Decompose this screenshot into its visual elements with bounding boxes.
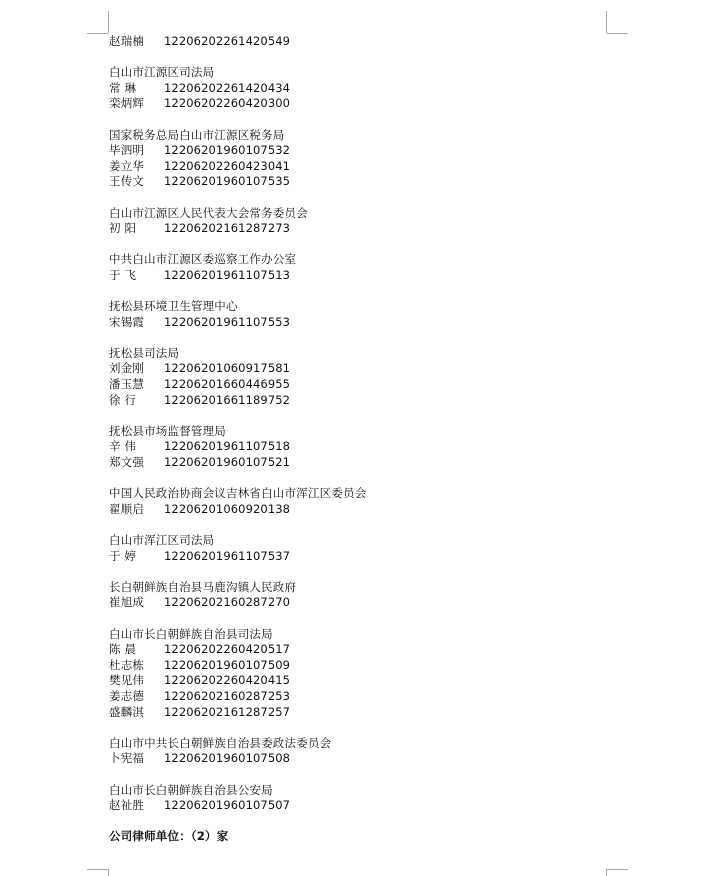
person-row — [109, 658, 669, 674]
organization-name: 白山市浑江区司法局 — [109, 533, 215, 547]
person-row — [109, 159, 669, 175]
organization-name: 抚松县司法局 — [109, 345, 180, 360]
person-row — [109, 439, 669, 455]
person-name: 樊见伟 — [109, 673, 145, 688]
person-row — [109, 143, 669, 159]
organization-name: 白山市长白朝鲜族自治县公安局 — [109, 782, 273, 797]
person-number: 12206201060920138 — [164, 501, 291, 516]
person-row — [109, 642, 669, 658]
person-number: 12206202261420549 — [164, 34, 291, 48]
person-number: 12206201961107513 — [164, 267, 291, 282]
organization-group — [109, 128, 669, 190]
person-number: 12206202161287273 — [164, 221, 291, 236]
person-name: 翟顺启 — [109, 501, 145, 516]
person-row — [109, 751, 669, 767]
person-number: 12206201960107508 — [164, 751, 291, 766]
organization-name: 长白朝鲜族自治县马鹿沟镇人民政府 — [109, 579, 297, 594]
organization-name: 中共白山市江源区委巡察工作办公室 — [109, 252, 297, 267]
person-name: 姜志德 — [109, 688, 145, 703]
person-row — [109, 315, 669, 331]
person-number: 12206202260420517 — [164, 642, 291, 657]
person-row — [109, 34, 669, 50]
person-row — [109, 798, 669, 814]
organization-name: 国家税务总局白山市江源区税务局 — [109, 127, 285, 142]
person-name: 卜宪福 — [109, 751, 145, 766]
person-row — [109, 705, 669, 721]
organization-name: 白山市江源区司法局 — [109, 65, 215, 80]
person-number: 12206201960107532 — [164, 143, 291, 158]
person-number: 12206201661189752 — [164, 392, 291, 407]
organization-name: 白山市中共长白朝鲜族自治县委政法委员会 — [109, 735, 332, 750]
person-number: 12206201960107507 — [164, 798, 291, 813]
organization-name: 抚松县市场监督管理局 — [109, 423, 226, 438]
person-name: 杜志栋 — [109, 657, 145, 672]
person-name: 陈 晨 — [109, 642, 137, 657]
person-row — [109, 81, 669, 97]
organization-group — [109, 783, 669, 814]
organization-name: 白山市江源区人民代表大会常务委员会 — [109, 205, 308, 220]
person-number: 12206202161287257 — [164, 704, 291, 719]
person-number: 12206202160287270 — [164, 595, 291, 610]
crop-mark-top-left-vertical — [108, 11, 109, 33]
person-name: 辛 伟 — [109, 439, 137, 454]
law-firm-units-heading: 公司律师单位：（2）家 — [109, 829, 229, 844]
person-name: 于 飞 — [109, 267, 137, 282]
person-row — [109, 549, 669, 565]
person-name: 盛麟淇 — [109, 704, 145, 719]
person-number: 12206202160287253 — [164, 688, 291, 703]
document-body — [109, 34, 669, 845]
organization-group — [109, 627, 669, 721]
person-name: 徐 行 — [109, 392, 137, 407]
person-row — [109, 595, 669, 611]
person-row — [109, 455, 669, 471]
person-name: 于 婷 — [109, 548, 137, 563]
person-row — [109, 393, 669, 409]
person-number: 12206202260420415 — [164, 673, 291, 688]
organization-name: 中国人民政治协商会议吉林省白山市浑江区委员会 — [109, 486, 367, 501]
organization-group — [109, 299, 669, 330]
person-row — [109, 361, 669, 377]
organization-name: 抚松县环境卫生管理中心 — [109, 299, 238, 314]
lead-entry-group — [109, 34, 669, 50]
person-name: 潘玉慧 — [109, 377, 145, 392]
person-number: 12206201961107537 — [164, 548, 291, 563]
person-row — [109, 174, 669, 190]
person-row — [109, 96, 669, 112]
person-number: 12206201960107509 — [164, 657, 291, 672]
organization-group — [109, 252, 669, 283]
person-name: 崔旭成 — [109, 595, 145, 610]
person-name: 赵瑞楠 — [109, 34, 145, 48]
person-row — [109, 689, 669, 705]
organization-group — [109, 346, 669, 408]
person-row — [109, 377, 669, 393]
person-number: 12206202260423041 — [164, 158, 291, 173]
organization-group — [109, 65, 669, 112]
crop-mark-bottom-left-vertical — [108, 869, 109, 876]
person-number: 12206201060917581 — [164, 361, 291, 376]
person-row — [109, 502, 669, 518]
person-row — [109, 221, 669, 237]
person-name: 宋锡霞 — [109, 314, 145, 329]
person-name: 常 琳 — [109, 80, 137, 95]
organization-name: 白山市长白朝鲜族自治县司法局 — [109, 626, 273, 641]
organization-group — [109, 424, 669, 471]
organization-group — [109, 533, 669, 564]
person-name: 刘金刚 — [109, 361, 145, 376]
person-number: 12206202261420434 — [164, 80, 291, 95]
person-row — [109, 673, 669, 689]
person-name: 王传文 — [109, 174, 145, 189]
person-number: 12206202260420300 — [164, 96, 291, 111]
person-name: 赵祉胜 — [109, 798, 145, 813]
organization-group — [109, 736, 669, 767]
organization-group — [109, 486, 669, 517]
crop-mark-bottom-right-horizontal — [607, 869, 628, 870]
person-number: 12206201960107535 — [164, 174, 291, 189]
organization-group — [109, 206, 669, 237]
person-number: 12206201961107553 — [164, 314, 291, 329]
person-name: 毕泗明 — [109, 143, 145, 158]
person-name: 姜立华 — [109, 158, 145, 173]
organization-group — [109, 580, 669, 611]
person-name: 郑文强 — [109, 455, 145, 470]
crop-mark-bottom-right-vertical — [606, 869, 607, 876]
organization-groups — [109, 65, 669, 814]
person-number: 12206201961107518 — [164, 439, 291, 454]
person-number: 12206201660446955 — [164, 377, 291, 392]
crop-mark-top-left-horizontal — [87, 33, 108, 34]
person-name: 栾炳辉 — [109, 96, 145, 111]
person-row — [109, 268, 669, 284]
person-number: 12206201960107521 — [164, 455, 291, 470]
crop-mark-bottom-left-horizontal — [87, 869, 108, 870]
crop-mark-top-right-vertical — [606, 11, 607, 33]
person-name: 初 阳 — [109, 221, 137, 236]
